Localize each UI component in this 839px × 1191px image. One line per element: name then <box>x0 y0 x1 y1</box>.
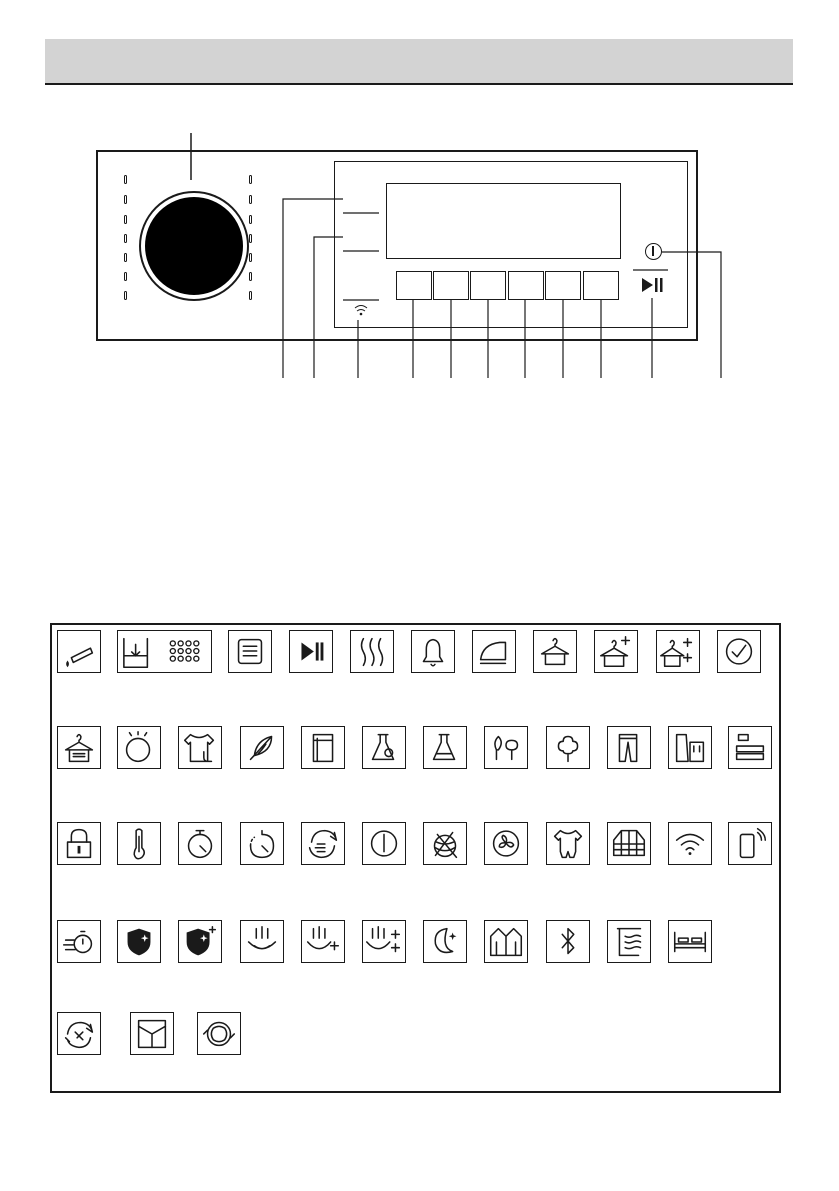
stopwatch-icon <box>178 822 222 865</box>
drum-clean-icon <box>57 1012 101 1055</box>
rinse-icon <box>240 920 284 963</box>
check-circle-icon <box>717 630 761 673</box>
wifi-icon <box>355 306 367 315</box>
thermometer-icon <box>117 822 161 865</box>
rinse-plus-icon <box>301 920 345 963</box>
jacket-icon <box>484 920 528 963</box>
hygiene-shield-plus-icon <box>178 920 222 963</box>
power-icon <box>362 822 406 865</box>
lock-icon <box>57 822 101 865</box>
bell-icon <box>411 630 455 673</box>
quick-cycle-icon <box>301 822 345 865</box>
cotton-icon <box>546 726 590 769</box>
hanger-plus-plus-icon <box>656 630 700 673</box>
detergent-icon <box>57 630 101 673</box>
wifi-icon <box>668 822 712 865</box>
rinse-plus-plus-icon <box>362 920 406 963</box>
play-pause-icon <box>289 630 333 673</box>
menu-icon <box>228 630 272 673</box>
fast-timer-icon <box>57 920 101 963</box>
baby-clothes-icon <box>546 822 590 865</box>
curtain-icon <box>607 920 651 963</box>
hanger-shirt-icon <box>57 726 101 769</box>
towel-icon <box>301 726 345 769</box>
down-jacket-icon <box>607 822 651 865</box>
night-icon <box>423 920 467 963</box>
bed-icon <box>668 920 712 963</box>
shirt-fold-icon <box>130 1012 174 1055</box>
synthetic-cotton-icon <box>484 726 528 769</box>
phone-signal-icon <box>728 822 772 865</box>
fan-icon <box>484 822 528 865</box>
feather-icon <box>240 726 284 769</box>
drum-refresh-icon <box>197 1012 241 1055</box>
flask-cotton-icon <box>362 726 406 769</box>
flask-icon <box>423 726 467 769</box>
hanger-icon <box>533 630 577 673</box>
play-pause-icon <box>633 270 668 292</box>
steam-icon <box>350 630 394 673</box>
dosing-grid-icon <box>117 630 212 673</box>
wool-icon <box>423 822 467 865</box>
dial-light-icon <box>117 726 161 769</box>
hygiene-shield-icon <box>117 920 161 963</box>
iron-icon <box>472 630 516 673</box>
bluetooth-icon <box>546 920 590 963</box>
mixed-clothes-icon <box>668 726 712 769</box>
delay-timer-icon <box>240 822 284 865</box>
jeans-icon <box>607 726 651 769</box>
shirt-sock-icon <box>178 726 222 769</box>
hanger-plus-icon <box>594 630 638 673</box>
bedding-icon <box>728 726 772 769</box>
